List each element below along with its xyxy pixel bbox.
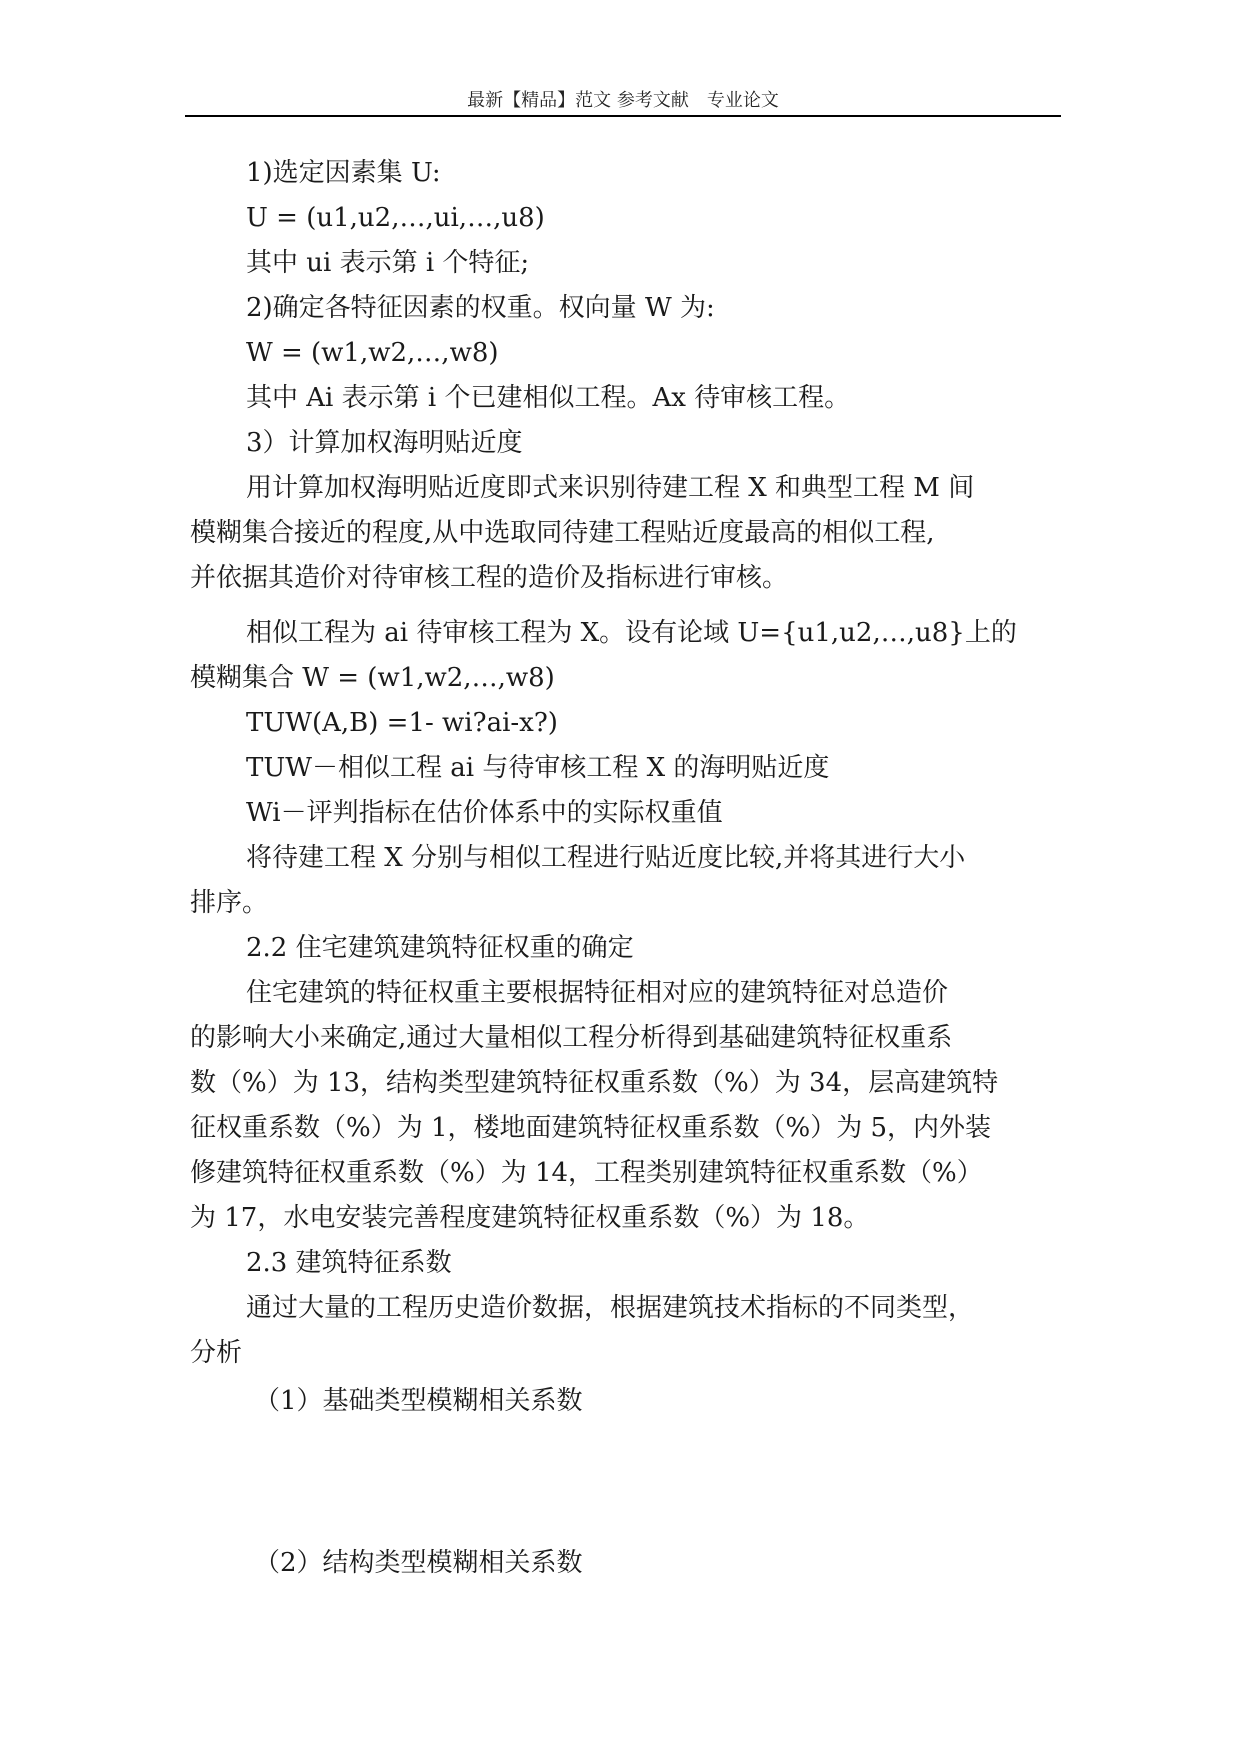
step-3-heading: 3）计算加权海明贴近度 <box>246 428 523 458</box>
paragraph-line: 并依据其造价对待审核工程的造价及指标进行审核。 <box>190 563 789 593</box>
subheading-foundation-coefficient: （1）基础类型模糊相关系数 <box>254 1386 583 1416</box>
paragraph-line: Wi－评判指标在估价体系中的实际权重值 <box>246 798 723 828</box>
formula-tuw: TUW(A,B) =1- wi?ai-x?) <box>246 708 558 738</box>
paragraph-line: 其中 Ai 表示第 i 个已建相似工程。Ax 待审核工程。 <box>246 383 851 413</box>
subheading-structure-coefficient: （2）结构类型模糊相关系数 <box>254 1548 583 1578</box>
paragraph-line: 模糊集合接近的程度,从中选取同待建工程贴近度最高的相似工程, <box>190 518 935 548</box>
formula-w: W = (w1,w2,…,w8) <box>246 338 499 368</box>
paragraph-line: 住宅建筑的特征权重主要根据特征相对应的建筑特征对总造价 <box>246 978 949 1008</box>
paragraph-line: 为 17，水电安装完善程度建筑特征权重系数（%）为 18。 <box>190 1203 870 1233</box>
paragraph-line: 排序。 <box>190 888 269 918</box>
step-2-heading: 2)确定各特征因素的权重。权向量 W 为: <box>246 293 715 323</box>
paragraph-line: 数（%）为 13，结构类型建筑特征权重系数（%）为 34，层高建筑特 <box>190 1068 999 1098</box>
section-heading-2-2: 2.2 住宅建筑建筑特征权重的确定 <box>246 933 634 963</box>
paragraph-line: TUW－相似工程 ai 与待审核工程 X 的海明贴近度 <box>246 753 830 783</box>
paragraph-line: 修建筑特征权重系数（%）为 14，工程类别建筑特征权重系数（%） <box>190 1158 983 1188</box>
paragraph-line: 其中 ui 表示第 i 个特征; <box>246 248 530 278</box>
formula-u: U = (u1,u2,…,ui,…,u8) <box>246 203 545 233</box>
paragraph-line: 相似工程为 ai 待审核工程为 X。设有论域 U={u1,u2,…,u8}上的 <box>246 618 1017 648</box>
paragraph-line: 征权重系数（%）为 1，楼地面建筑特征权重系数（%）为 5，内外装 <box>190 1113 992 1143</box>
paragraph-line: 分析 <box>190 1338 243 1368</box>
step-1-heading: 1)选定因素集 U: <box>246 158 441 188</box>
page-header: 最新【精品】范文 参考文献 专业论文 <box>467 90 779 111</box>
paragraph-line: 通过大量的工程历史造价数据，根据建筑技术指标的不同类型， <box>246 1293 975 1323</box>
paragraph-line: 的影响大小来确定,通过大量相似工程分析得到基础建筑特征权重系 <box>190 1023 953 1053</box>
paragraph-line: 模糊集合 W = (w1,w2,…,w8) <box>190 663 555 693</box>
section-heading-2-3: 2.3 建筑特征系数 <box>246 1248 452 1278</box>
paragraph-line: 将待建工程 X 分别与相似工程进行贴近度比较,并将其进行大小 <box>246 843 966 873</box>
header-divider <box>185 115 1061 117</box>
paragraph-line: 用计算加权海明贴近度即式来识别待建工程 X 和典型工程 M 间 <box>246 473 975 503</box>
